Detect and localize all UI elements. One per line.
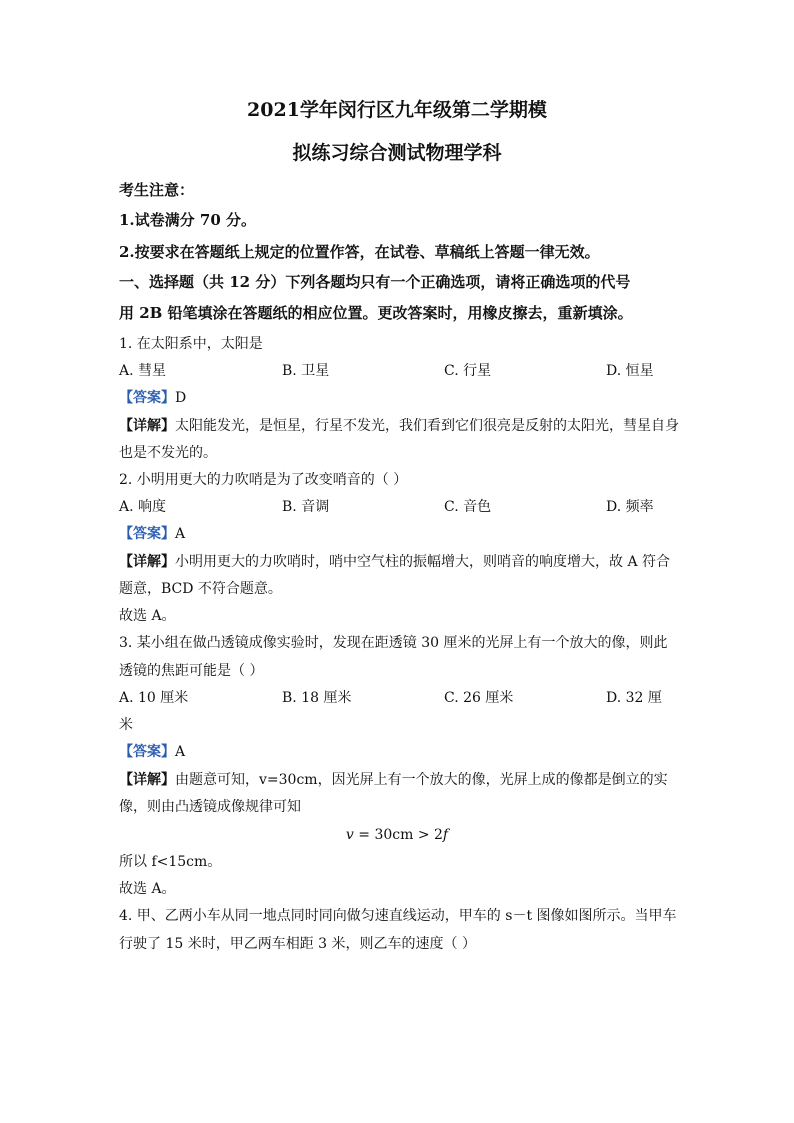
question-1-option-d: D. 恒星 — [606, 363, 654, 379]
answer-tag: 【答案】 — [119, 526, 175, 542]
question-3-option-d: D. 32 厘 — [606, 690, 662, 706]
question-1-option-c: C. 行星 — [444, 363, 492, 379]
question-1-detail-line1: 太阳能发光，是恒星，行星不发光，我们看到它们很亮是反射的太阳光，彗星自身 — [175, 418, 679, 434]
question-1-answer — [119, 388, 186, 408]
question-3-option-b: B. 18 厘米 — [282, 690, 352, 706]
question-3-stem-line1: 3. 某小组在做凸透镜成像实验时，发现在距透镜 30 厘米的光屏上有一个放大的像，则此 — [119, 635, 668, 651]
question-3-option-a: A. 10 厘米 — [119, 690, 189, 706]
question-3-answer — [119, 742, 185, 762]
question-2-detail — [119, 552, 670, 572]
formula-v: v — [345, 827, 354, 843]
notice-item-1: 1.试卷满分 70 分。 — [119, 211, 256, 229]
question-2-option-c: C. 音色 — [444, 499, 492, 515]
question-3-detail-line2: 像，则由凸透镜成像规律可知 — [119, 799, 301, 815]
question-2-conclusion: 故选 A。 — [119, 608, 176, 624]
question-1-option-b: B. 卫星 — [282, 363, 330, 379]
detail-tag: 【详解】 — [119, 554, 175, 570]
question-1-stem: 1. 在太阳系中，太阳是 — [119, 336, 263, 352]
answer-tag: 【答案】 — [119, 390, 175, 406]
detail-tag: 【详解】 — [119, 418, 175, 434]
question-3-result: 所以 f<15cm。 — [119, 854, 222, 870]
question-4-stem-line2: 行驶了 15 米时，甲乙两车相距 3 米，则乙车的速度（ ） — [119, 936, 476, 952]
question-3-option-d-wrap: 米 — [119, 717, 133, 733]
question-3-answer-value: A — [175, 744, 186, 760]
section-1-instructions-line2: 用 2B 铅笔填涂在答题纸的相应位置。更改答案时，用橡皮擦去，重新填涂。 — [119, 304, 633, 322]
question-1-answer-value: D — [175, 390, 187, 406]
formula-middle: = 30cm > 2 — [353, 827, 443, 843]
question-1-detail-line2: 也是不发光的。 — [119, 445, 217, 461]
question-2-stem: 2. 小明用更大的力吹哨是为了改变哨音的（ ） — [119, 472, 408, 488]
question-2-option-b: B. 音调 — [282, 499, 330, 515]
question-4-stem-line1: 4. 甲、乙两小车从同一地点同时同向做匀速直线运动，甲车的 s－t 图像如图所示。当甲车 — [119, 908, 677, 924]
page-subtitle: 拟练习综合测试物理学科 — [292, 142, 502, 164]
question-2-detail-line1: 小明用更大的力吹哨时，哨中空气柱的振幅增大，则哨音的响度增大，故 A 符合 — [175, 554, 671, 570]
notice-heading: 考生注意： — [119, 181, 195, 199]
question-3-detail-line1: 由题意可知，v=30cm，因光屏上有一个放大的像，光屏上成的像都是倒立的实 — [175, 772, 668, 788]
question-3-detail — [119, 770, 668, 790]
section-1-instructions-line1: 一、选择题（共 12 分）下列各题均只有一个正确选项，请将正确选项的代号 — [119, 273, 631, 291]
question-3-formula — [0, 825, 794, 845]
question-2-detail-line2: 题意，BCD 不符合题意。 — [119, 581, 282, 597]
answer-tag: 【答案】 — [119, 744, 175, 760]
question-2-option-a: A. 响度 — [119, 499, 167, 515]
question-2-answer — [119, 524, 185, 544]
question-1-detail — [119, 416, 679, 436]
question-3-conclusion: 故选 A。 — [119, 881, 176, 897]
formula-f: f — [442, 827, 449, 843]
page-title: 2021学年闵行区九年级第二学期模 — [247, 99, 547, 121]
notice-item-2: 2.按要求在答题纸上规定的位置作答，在试卷、草稿纸上答题一律无效。 — [119, 243, 600, 261]
question-2-option-d: D. 频率 — [606, 499, 654, 515]
question-1-option-a: A. 彗星 — [119, 363, 167, 379]
question-3-option-c: C. 26 厘米 — [444, 690, 514, 706]
question-3-stem-line2: 透镜的焦距可能是（ ） — [119, 663, 264, 679]
detail-tag: 【详解】 — [119, 772, 175, 788]
question-2-answer-value: A — [175, 526, 186, 542]
